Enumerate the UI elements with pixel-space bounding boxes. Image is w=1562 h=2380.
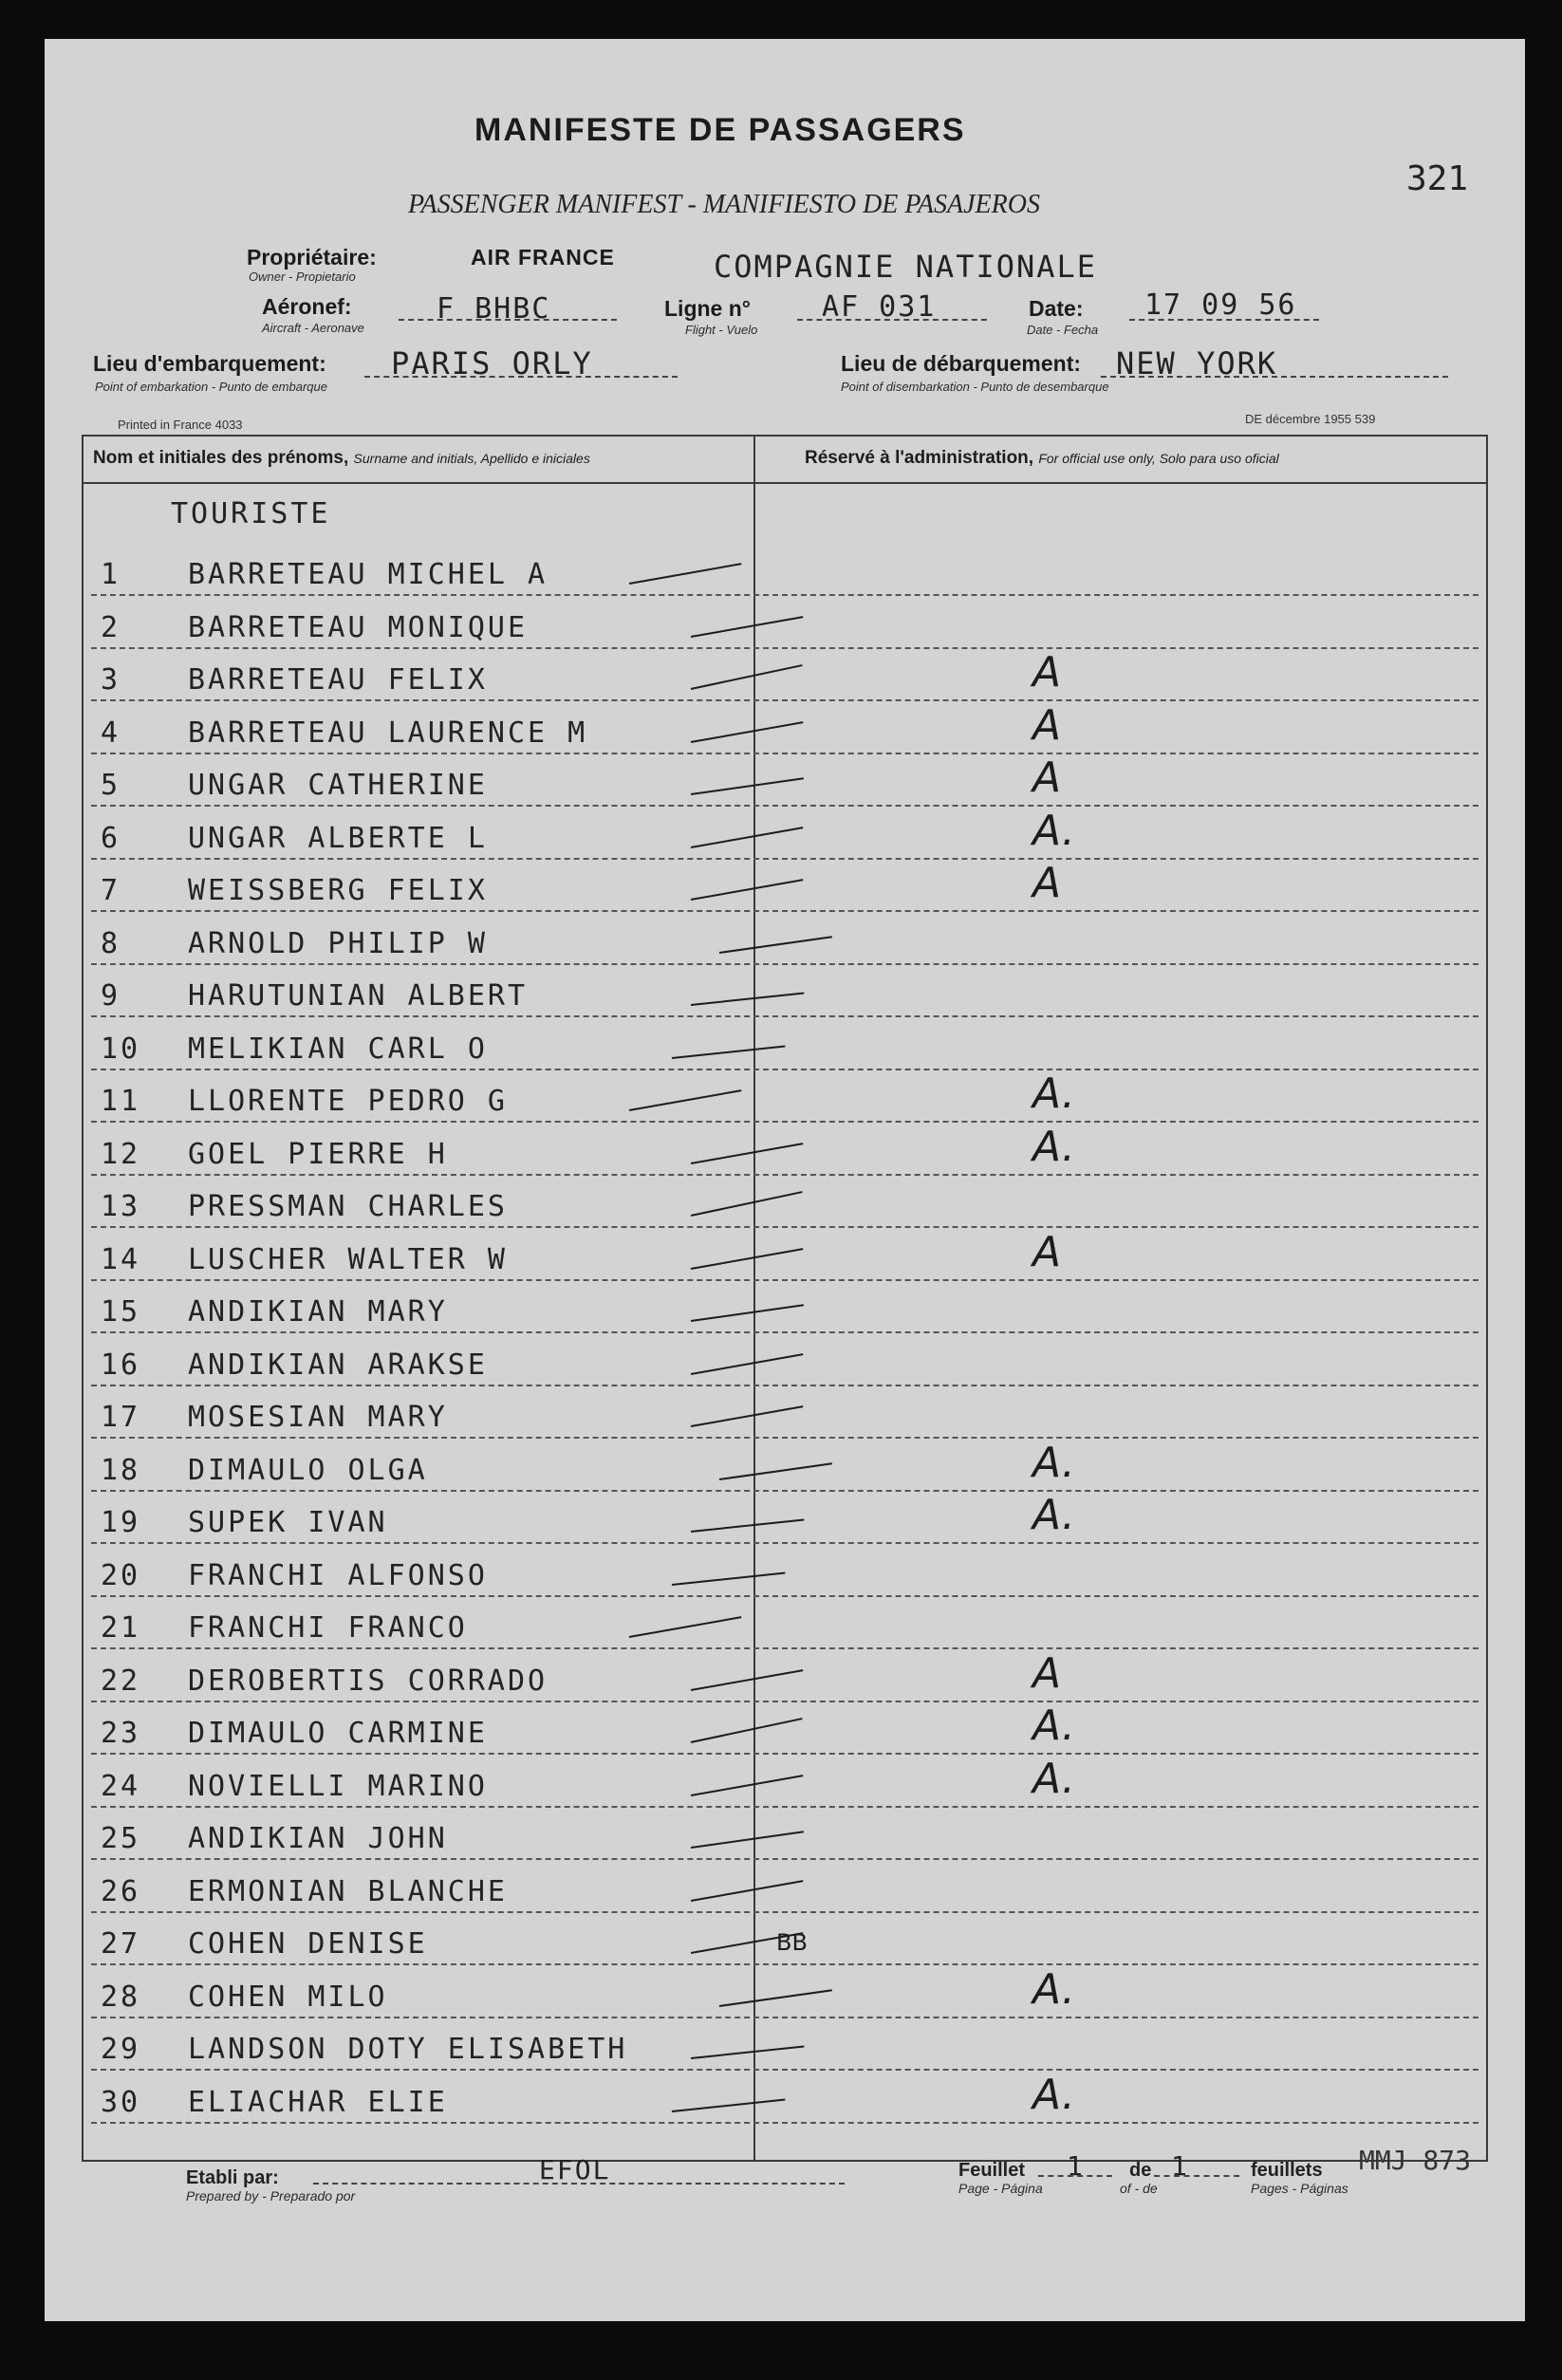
- row-rule: [91, 1226, 1478, 1228]
- row-number: 5: [101, 769, 121, 802]
- column-divider: [753, 437, 755, 2160]
- row-number: 12: [101, 1137, 141, 1171]
- check-mark: [719, 1989, 832, 2007]
- row-rule: [91, 1542, 1478, 1544]
- row-number: 18: [101, 1453, 141, 1487]
- aircraft-underline: [399, 319, 617, 321]
- of-underline: [1154, 2175, 1239, 2177]
- col-header-name-text: Nom et initiales des prénoms,: [93, 448, 349, 468]
- check-mark: [691, 1248, 804, 1270]
- check-mark: [629, 1089, 742, 1111]
- prepared-sublabel: Prepared by - Preparado por: [186, 2188, 356, 2203]
- passenger-name: COHEN DENISE: [188, 1927, 428, 1961]
- sheet-value: 1: [1067, 2150, 1085, 2182]
- header-divider: [84, 482, 1486, 484]
- check-mark: [691, 1143, 804, 1164]
- check-mark: [691, 777, 804, 795]
- passenger-name: ANDIKIAN ARAKSE: [188, 1348, 488, 1382]
- row-number: 2: [101, 610, 121, 644]
- check-mark: [691, 1718, 803, 1743]
- check-mark: [629, 563, 742, 585]
- passenger-name: LUSCHER WALTER W: [188, 1242, 508, 1276]
- row-number: 1: [101, 558, 121, 591]
- admin-annotation: A: [1032, 1648, 1062, 1698]
- row-rule: [91, 2122, 1478, 2124]
- col-header-admin-italic: For official use only, Solo para uso oficial: [1038, 451, 1279, 466]
- prepared-value: EFOL: [539, 2154, 611, 2185]
- owner-label: Propriétaire:: [247, 245, 377, 270]
- check-mark: [691, 1775, 804, 1796]
- passenger-name: DIMAULO CARMINE: [188, 1717, 488, 1750]
- aircraft-label: Aéronef:: [262, 294, 352, 319]
- passenger-name: FRANCHI FRANCO: [188, 1611, 468, 1645]
- passenger-table: [82, 435, 1488, 2162]
- passenger-name: MOSESIAN MARY: [188, 1401, 448, 1434]
- printed-note: Printed in France 4033: [118, 418, 243, 432]
- disembark-sublabel: Point of disembarkation - Punto de desembarque: [841, 380, 1109, 394]
- embark-value: PARIS ORLY: [391, 345, 593, 381]
- check-mark: [672, 1571, 786, 1586]
- passenger-name: DEROBERTIS CORRADO: [188, 1664, 549, 1698]
- check-mark: [691, 721, 804, 743]
- row-number: 26: [101, 1874, 141, 1908]
- check-mark: [691, 616, 804, 638]
- row-rule: [91, 1069, 1478, 1070]
- check-mark: [629, 1616, 742, 1638]
- passenger-name: BARRETEAU MICHEL A: [188, 558, 549, 591]
- row-number: 24: [101, 1769, 141, 1803]
- row-number: 19: [101, 1506, 141, 1539]
- passenger-name: HARUTUNIAN ALBERT: [188, 979, 529, 1013]
- admin-annotation: A: [1032, 700, 1062, 750]
- row-rule: [91, 1331, 1478, 1333]
- admin-annotation: A.: [1032, 1069, 1075, 1118]
- row-rule: [91, 1015, 1478, 1017]
- row-number: 14: [101, 1242, 141, 1276]
- passenger-name: DIMAULO OLGA: [188, 1453, 428, 1487]
- row-number: 17: [101, 1401, 141, 1434]
- check-mark: [691, 1191, 803, 1217]
- page-number: 321: [1406, 159, 1469, 198]
- row-rule: [91, 858, 1478, 860]
- row-rule: [91, 1911, 1478, 1913]
- row-number: 23: [101, 1717, 141, 1750]
- check-mark: [691, 1353, 804, 1375]
- check-mark: [691, 2045, 805, 2059]
- sheet-label: Feuillet: [958, 2160, 1026, 2181]
- print-code: DE décembre 1955 539: [1245, 412, 1376, 426]
- sheet-sublabel: Page - Página: [958, 2181, 1043, 2196]
- disembark-label: Lieu de débarquement:: [841, 351, 1082, 376]
- row-number: 29: [101, 2033, 141, 2066]
- check-mark: [672, 2098, 786, 2112]
- row-rule: [91, 699, 1478, 701]
- passenger-name: BARRETEAU LAURENCE M: [188, 716, 588, 750]
- owner-value: AIR FRANCE: [471, 245, 615, 270]
- admin-annotation: A.: [1032, 806, 1075, 855]
- passenger-name: UNGAR ALBERTE L: [188, 821, 488, 855]
- row-number: 11: [101, 1085, 141, 1118]
- embark-sublabel: Point of embarkation - Punto de embarque: [95, 380, 327, 394]
- check-mark: [719, 1462, 832, 1480]
- row-number: 20: [101, 1558, 141, 1592]
- row-rule: [91, 753, 1478, 754]
- row-rule: [91, 1806, 1478, 1808]
- row-rule: [91, 1647, 1478, 1649]
- row-rule: [91, 1701, 1478, 1702]
- col-header-admin-text: Réservé à l'administration,: [805, 448, 1034, 468]
- check-mark: [691, 992, 805, 1006]
- check-mark: [691, 827, 804, 848]
- row-rule: [91, 647, 1478, 649]
- passenger-name: MELIKIAN CARL O: [188, 1032, 488, 1066]
- row-rule: [91, 1437, 1478, 1439]
- passenger-name: ERMONIAN BLANCHE: [188, 1874, 508, 1908]
- owner-sublabel: Owner - Propietario: [249, 270, 356, 284]
- aircraft-value: F BHBC: [437, 292, 551, 325]
- passenger-name: UNGAR CATHERINE: [188, 769, 488, 802]
- row-number: 22: [101, 1664, 141, 1698]
- row-rule: [91, 1385, 1478, 1386]
- flight-label: Ligne n°: [664, 296, 751, 321]
- archive-code: MMJ 873: [1359, 2145, 1472, 2176]
- col-header-admin: [805, 448, 1279, 469]
- row-number: 21: [101, 1611, 141, 1645]
- sheets-sublabel: Pages - Páginas: [1251, 2181, 1348, 2196]
- row-rule: [91, 2069, 1478, 2071]
- row-rule: [91, 594, 1478, 596]
- row-rule: [91, 1858, 1478, 1860]
- passenger-name: ANDIKIAN MARY: [188, 1295, 448, 1329]
- passenger-name: SUPEK IVAN: [188, 1506, 388, 1539]
- disembark-underline: [1101, 376, 1448, 378]
- admin-annotation: A.: [1032, 1491, 1075, 1539]
- row-number: 27: [101, 1927, 141, 1961]
- check-mark: [691, 1518, 805, 1533]
- passenger-name: LLORENTE PEDRO G: [188, 1085, 508, 1118]
- admin-annotation: A.: [1032, 1122, 1075, 1171]
- row-rule: [91, 805, 1478, 807]
- passenger-name: ARNOLD PHILIP W: [188, 926, 488, 960]
- check-mark: [691, 879, 804, 901]
- of-label: de: [1129, 2160, 1152, 2181]
- embark-label: Lieu d'embarquement:: [93, 351, 326, 376]
- row-number: 30: [101, 2085, 141, 2119]
- row-number: 28: [101, 1980, 141, 2014]
- passenger-name: GOEL PIERRE H: [188, 1137, 448, 1171]
- admin-annotation: A: [1032, 1227, 1062, 1276]
- check-mark: [691, 1831, 804, 1849]
- row-number: 13: [101, 1190, 141, 1223]
- check-mark: [691, 1405, 804, 1427]
- owner-extra: COMPAGNIE NATIONALE: [714, 249, 1098, 285]
- col-header-name: [93, 448, 590, 469]
- admin-annotation: A.: [1032, 1964, 1075, 2014]
- of-sublabel: of - de: [1120, 2181, 1158, 2196]
- passenger-name: BARRETEAU MONIQUE: [188, 610, 529, 644]
- flight-sublabel: Flight - Vuelo: [685, 323, 758, 337]
- row-number: 25: [101, 1822, 141, 1855]
- row-rule: [91, 1490, 1478, 1492]
- row-number: 3: [101, 663, 121, 697]
- admin-annotation: A.: [1032, 1754, 1075, 1803]
- passenger-name: NOVIELLI MARINO: [188, 1769, 488, 1803]
- date-label: Date:: [1029, 296, 1084, 321]
- check-mark: [672, 1045, 786, 1059]
- date-sublabel: Date - Fecha: [1027, 323, 1099, 337]
- col-header-name-italic: Surname and initials, Apellido e iniciales: [353, 451, 590, 466]
- row-number: 9: [101, 979, 121, 1013]
- check-mark: [691, 1669, 804, 1691]
- admin-annotation: A: [1032, 753, 1062, 802]
- prepared-underline: [313, 2183, 845, 2185]
- admin-annotation: A: [1032, 859, 1062, 907]
- passenger-name: ANDIKIAN JOHN: [188, 1822, 448, 1855]
- row-rule: [91, 1963, 1478, 1965]
- passenger-name: COHEN MILO: [188, 1980, 388, 2014]
- row-rule: [91, 1595, 1478, 1597]
- manifest-title: MANIFESTE DE PASSAGERS: [474, 112, 966, 148]
- row-number: 10: [101, 1032, 141, 1066]
- sheets-label: feuillets: [1251, 2160, 1323, 2181]
- date-value: 17 09 56: [1144, 288, 1297, 322]
- passenger-name: PRESSMAN CHARLES: [188, 1190, 508, 1223]
- check-mark: [691, 1304, 804, 1322]
- row-rule: [91, 2017, 1478, 2018]
- row-number: 8: [101, 926, 121, 960]
- row-rule: [91, 963, 1478, 965]
- row-rule: [91, 910, 1478, 912]
- passenger-name: BARRETEAU FELIX: [188, 663, 488, 697]
- passenger-name: WEISSBERG FELIX: [188, 874, 488, 907]
- of-value: 1: [1171, 2150, 1189, 2182]
- flight-value: AF 031: [822, 290, 937, 324]
- row-number: 16: [101, 1348, 141, 1382]
- prepared-label: Etabli par:: [186, 2167, 279, 2188]
- passenger-name: FRANCHI ALFONSO: [188, 1558, 488, 1592]
- admin-annotation: A.: [1032, 1438, 1075, 1487]
- row-rule: [91, 1174, 1478, 1176]
- admin-annotation: A: [1032, 648, 1062, 697]
- date-underline: [1129, 319, 1319, 321]
- row-number: 15: [101, 1295, 141, 1329]
- sheet-underline: [1038, 2175, 1112, 2177]
- flight-underline: [797, 319, 987, 321]
- passenger-name: LANDSON DOTY ELISABETH: [188, 2033, 628, 2066]
- row-number: 7: [101, 874, 121, 907]
- check-mark: [719, 936, 832, 954]
- admin-annotation: BB: [776, 1929, 808, 1956]
- row-rule: [91, 1121, 1478, 1123]
- aircraft-sublabel: Aircraft - Aeronave: [262, 321, 364, 335]
- admin-annotation: A.: [1032, 1701, 1075, 1750]
- row-rule: [91, 1753, 1478, 1755]
- manifest-subtitle: PASSENGER MANIFEST - MANIFIESTO DE PASAJEROS: [408, 190, 1040, 219]
- check-mark: [691, 664, 803, 690]
- admin-annotation: A.: [1032, 2070, 1075, 2119]
- row-number: 4: [101, 716, 121, 750]
- embark-underline: [364, 376, 678, 378]
- passenger-name: ELIACHAR ELIE: [188, 2085, 448, 2119]
- section-label: TOURISTE: [171, 497, 331, 530]
- row-number: 6: [101, 821, 121, 855]
- row-rule: [91, 1279, 1478, 1281]
- check-mark: [691, 1880, 804, 1902]
- disembark-value: NEW YORK: [1116, 345, 1278, 381]
